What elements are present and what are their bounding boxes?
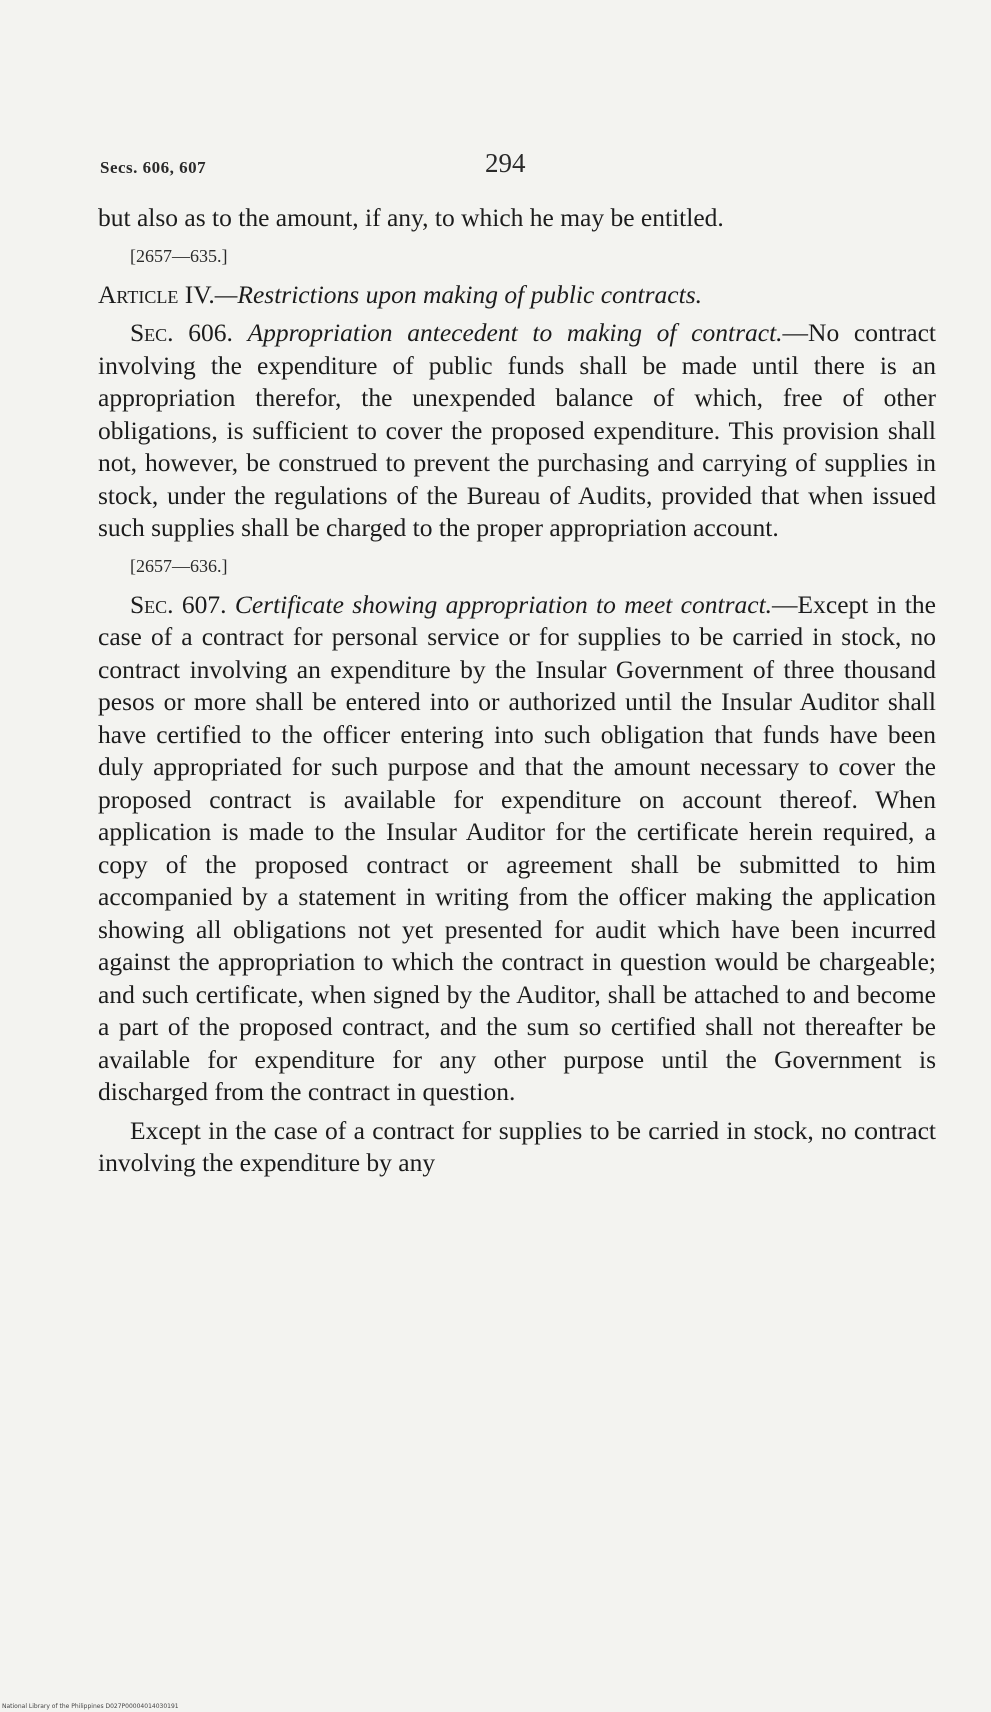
- article-label: Article IV.: [98, 279, 215, 309]
- section-606-label: Sec. 606.: [130, 318, 233, 347]
- final-paragraph: Except in the case of a contract for supplies to be carried in stock, no contract involving the expenditure by any: [98, 1115, 936, 1177]
- section-607-paragraph: [98, 589, 936, 1109]
- section-606-paragraph: [98, 317, 936, 545]
- section-reference: Secs. 606, 607: [100, 158, 207, 177]
- article-title: —Restrictions upon making of public contracts.: [214, 279, 702, 309]
- section-607-heading: Certificate showing appropriation to meet contract.: [234, 589, 773, 619]
- continuation-paragraph: but also as to the amount, if any, to which he may be entitled.: [98, 203, 724, 232]
- running-head: [100, 148, 935, 188]
- library-footer-stamp: National Library of the Philippines D027P00004014030191: [2, 1703, 179, 1710]
- body-text: [98, 202, 936, 1180]
- citation-2657-635: [2657—635.]: [130, 245, 228, 266]
- page-number: 294: [485, 148, 526, 178]
- section-606-heading: Appropriation antecedent to making of contract.: [247, 318, 783, 347]
- section-607-text: —Except in the case of a contract for personal service or for supplies to be carried in stock, no contract involving an expenditure by the Insular Government of three thousand pesos or more shall be entered into or authorized until the Insular Auditor shall have certified to the officer entering into such obligation that funds have been duly appropriated for such purpose and that the amount necessary to cover the proposed contract is available for expenditure on account thereof. When application is made to the Insular Auditor for the certificate herein required, a copy of the proposed contract or agreement shall be submitted to him accompanied by a statement in writing from the officer making the application showing all obligations not yet presented for audit which have been incurred against the appropriation to which the contract in question would be chargeable; and such certificate, when signed by the Auditor, shall be attached to and become a part of the proposed contract, and the sum so certified shall not thereafter be available for expenditure for any other purpose until the Government is discharged from the contract in question.: [98, 589, 936, 1106]
- citation-2657-636: [2657—636.]: [130, 555, 228, 576]
- section-607-label: Sec. 607.: [130, 589, 227, 619]
- article-heading: [98, 279, 936, 312]
- section-606-text: —No contract involving the expenditure of public funds shall be made until there is an appropriation therefor, the unexpended balance of which, free of other obligations, is sufficient to cover the proposed expenditure. This provision shall not, however, be construed to prevent the purchasing and carrying of supplies in stock, under the regulations of the Bureau of Audits, provided that when issued such supplies shall be charged to the proper appropriation account.: [98, 318, 937, 542]
